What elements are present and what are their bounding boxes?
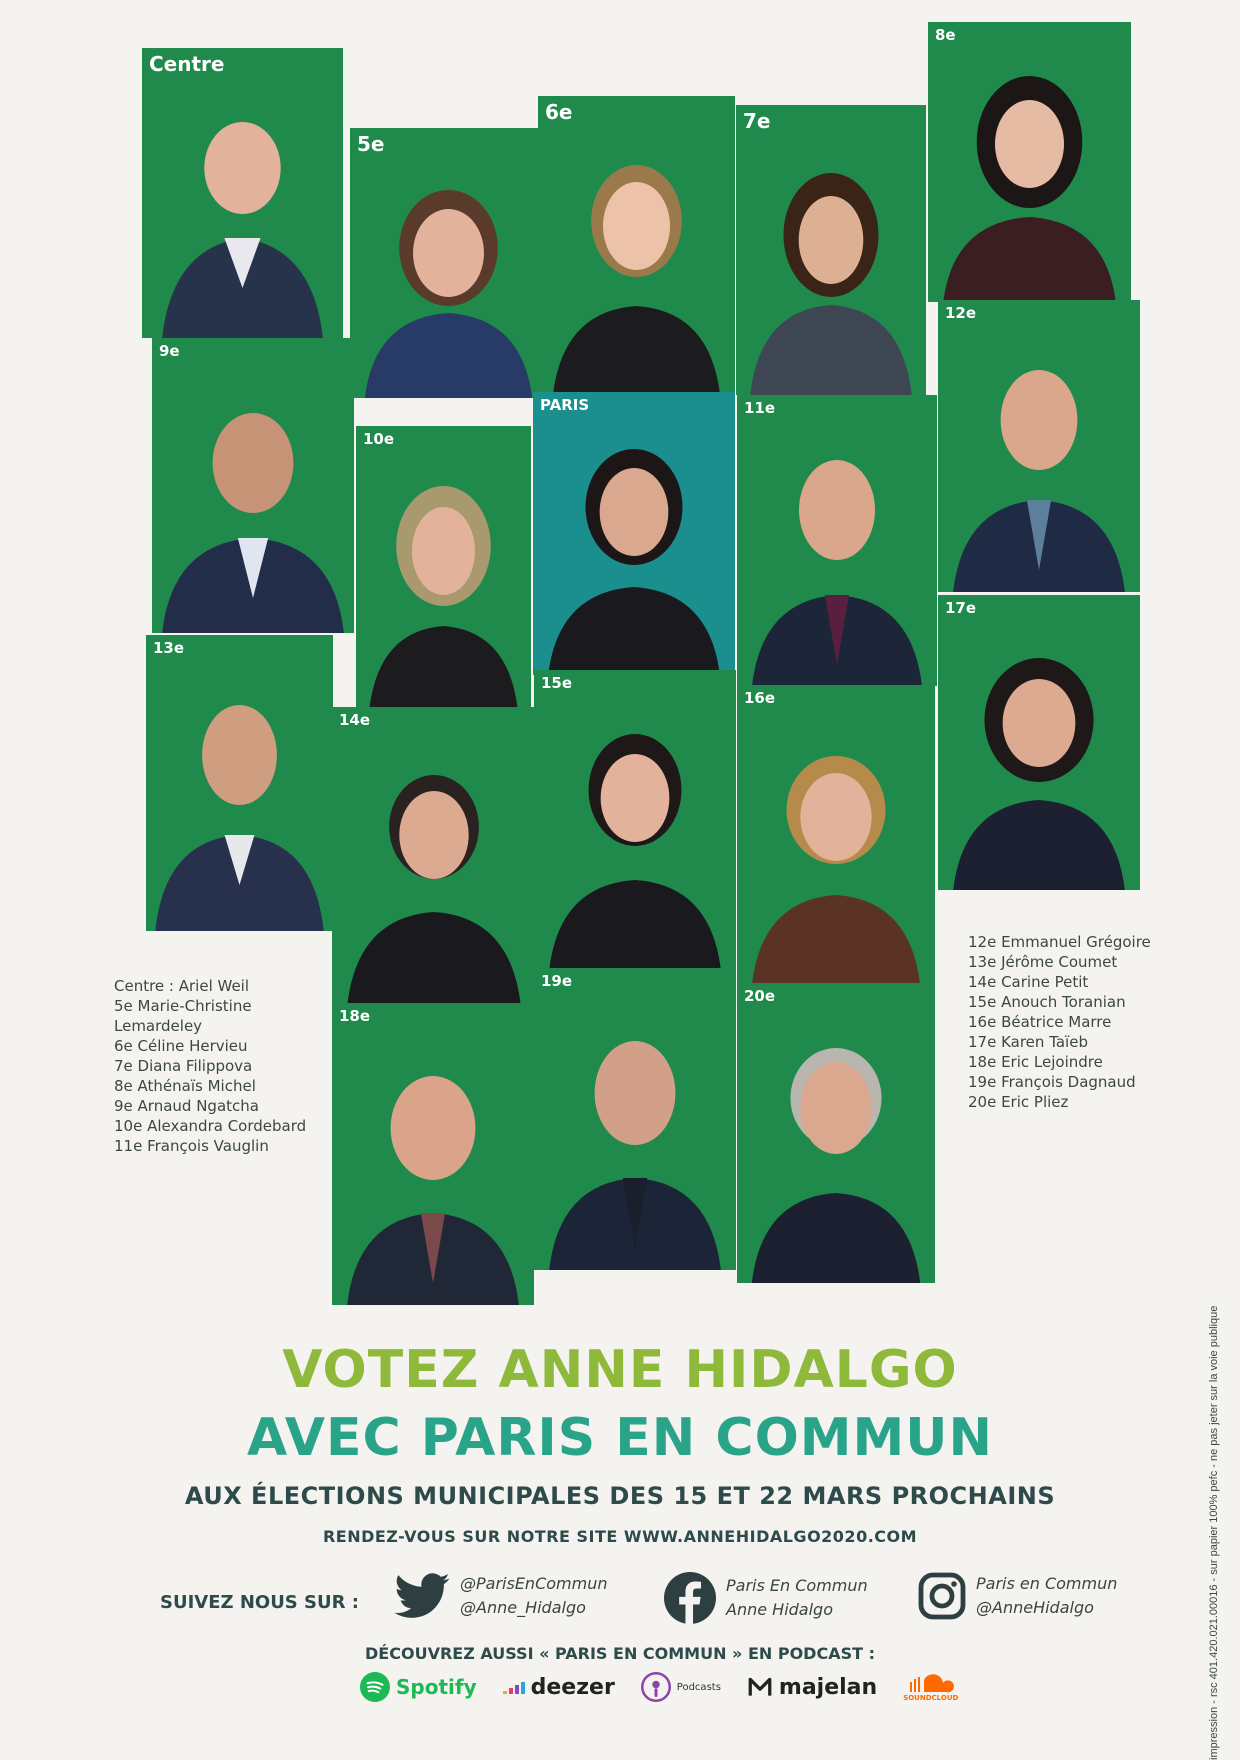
soundcloud-icon [904, 1672, 958, 1694]
candidate-name: 15e Anouch Toranian [968, 993, 1126, 1011]
tile-label: 18e [339, 1007, 371, 1025]
candidate-name: 12e Emmanuel Grégoire [968, 933, 1151, 951]
twitter-handle[interactable]: @Anne_Hidalgo [460, 1598, 586, 1617]
tile-centre [142, 48, 343, 338]
facebook-page[interactable]: Anne Hidalgo [726, 1600, 833, 1619]
headline-election-dates: AUX ÉLECTIONS MUNICIPALES DES 15 ET 22 MARS PROCHAINS [184, 1482, 1056, 1510]
soundcloud-link[interactable] [903, 1672, 958, 1702]
instagram-account[interactable]: @AnneHidalgo [976, 1598, 1094, 1617]
portrait-image [350, 128, 547, 398]
tile-label: 13e [153, 639, 185, 657]
tile-8 [928, 22, 1131, 302]
tile-14 [332, 707, 536, 1005]
candidates-list-left [114, 976, 306, 1156]
deezer-icon [503, 1679, 525, 1695]
tile-paris [533, 392, 735, 675]
tile-label: 9e [159, 342, 180, 360]
candidate-name: 8e Athénaïs Michel [114, 1077, 256, 1095]
tile-5 [350, 128, 547, 398]
headline-vote: VOTEZ ANNE HIDALGO [282, 1340, 958, 1400]
tile-15 [534, 670, 736, 970]
candidate-name: Centre : Ariel Weil [114, 977, 250, 995]
tile-label: 12e [945, 304, 977, 322]
candidates-list-right [968, 932, 1151, 1112]
candidate-name: 14e Carine Petit [968, 973, 1089, 991]
candidate-name: 7e Diana Filippova [114, 1057, 253, 1075]
headline-party: AVEC PARIS EN COMMUN [246, 1408, 994, 1468]
candidate-name: Lemardeley [114, 1017, 203, 1035]
tile-label: 15e [541, 674, 573, 692]
podcast-services [360, 1672, 958, 1702]
twitter-icon [394, 1573, 450, 1619]
candidate-name: 11e François Vauglin [114, 1137, 269, 1155]
portrait-image [356, 426, 531, 711]
tile-label: 8e [935, 26, 956, 44]
imprint-text: impression - rsc 401.420.021.00016 - sur papier 100% pefc - ne pas jeter sur la voie publique [1208, 1305, 1220, 1760]
candidate-name: 9e Arnaud Ngatcha [114, 1097, 259, 1115]
portrait-image [332, 707, 536, 1005]
spotify-icon [360, 1672, 390, 1702]
tile-11 [737, 395, 937, 686]
instagram-accounts [976, 1572, 1117, 1620]
twitter-handle[interactable]: @ParisEnCommun [460, 1574, 608, 1593]
tile-label: PARIS [540, 396, 590, 414]
tile-9 [152, 338, 354, 633]
spotify-link[interactable] [360, 1672, 477, 1702]
tile-17 [938, 595, 1140, 890]
portrait-image [737, 395, 937, 686]
portrait-image [538, 96, 735, 396]
tile-7 [736, 105, 926, 395]
instagram-icon [918, 1572, 966, 1620]
candidate-name: 17e Karen Taïeb [968, 1033, 1088, 1051]
apple-podcasts-icon [641, 1672, 671, 1702]
tile-label: 5e [357, 132, 385, 156]
spotify-label: Spotify [396, 1675, 477, 1699]
podcasts-label: Podcasts [676, 1681, 721, 1693]
tile-16 [737, 685, 935, 985]
tile-label: 20e [744, 987, 776, 1005]
portrait-image [938, 300, 1140, 592]
portrait-image [534, 670, 736, 970]
tile-label: 11e [744, 399, 776, 417]
portrait-image [736, 105, 926, 395]
deezer-link[interactable] [503, 1675, 615, 1700]
tile-label: 7e [743, 109, 771, 133]
portrait-image [938, 595, 1140, 890]
portrait-image [737, 983, 935, 1283]
candidate-name: 6e Céline Hervieu [114, 1037, 248, 1055]
candidate-name: 10e Alexandra Cordebard [114, 1117, 307, 1135]
candidate-name: 20e Eric Pliez [968, 1093, 1069, 1111]
twitter-handles [460, 1572, 607, 1620]
tile-label: 19e [541, 972, 573, 990]
candidate-name: 16e Béatrice Marre [968, 1013, 1112, 1031]
portrait-image [332, 1003, 534, 1305]
majelan-link[interactable] [747, 1674, 877, 1700]
portrait-image [146, 635, 333, 931]
tile-10 [356, 426, 531, 711]
podcast-line: DÉCOUVREZ AUSSI « PARIS EN COMMUN » EN PODCAST : [365, 1644, 875, 1663]
website-line: RENDEZ-VOUS SUR NOTRE SITE WWW.ANNEHIDALGO2020.COM [322, 1527, 918, 1546]
portrait-image [737, 685, 935, 985]
tile-label: 14e [339, 711, 371, 729]
tile-18 [332, 1003, 534, 1305]
instagram-account[interactable]: Paris en Commun [976, 1574, 1118, 1593]
facebook-block [664, 1572, 868, 1624]
tile-label: 17e [945, 599, 977, 617]
tile-12 [938, 300, 1140, 592]
portrait-image [534, 968, 736, 1270]
facebook-icon [664, 1572, 716, 1624]
tile-13 [146, 635, 333, 931]
tile-label: Centre [149, 52, 225, 76]
facebook-pages [726, 1574, 868, 1622]
portrait-image [533, 392, 735, 675]
twitter-block [394, 1572, 607, 1620]
tile-19 [534, 968, 736, 1270]
soundcloud-label: SOUNDCLOUD [903, 1694, 959, 1702]
podcasts-link[interactable] [641, 1672, 721, 1702]
candidate-name: 13e Jérôme Coumet [968, 953, 1118, 971]
portrait-image [928, 22, 1131, 302]
candidate-name: 5e Marie-Christine [114, 997, 252, 1015]
candidate-name: 18e Eric Lejoindre [968, 1053, 1103, 1071]
instagram-block [918, 1572, 1117, 1620]
portrait-image [152, 338, 354, 633]
tile-6 [538, 96, 735, 396]
tile-label: 16e [744, 689, 776, 707]
tile-20 [737, 983, 935, 1283]
follow-label: SUIVEZ NOUS SUR : [160, 1592, 359, 1613]
tile-label: 6e [545, 100, 573, 124]
tile-label: 10e [363, 430, 395, 448]
deezer-label: deezer [530, 1674, 615, 1700]
majelan-icon [747, 1674, 773, 1700]
candidate-name: 19e François Dagnaud [968, 1073, 1136, 1091]
majelan-label: majelan [778, 1674, 878, 1700]
facebook-page[interactable]: Paris En Commun [726, 1576, 868, 1595]
portrait-image [142, 48, 343, 338]
